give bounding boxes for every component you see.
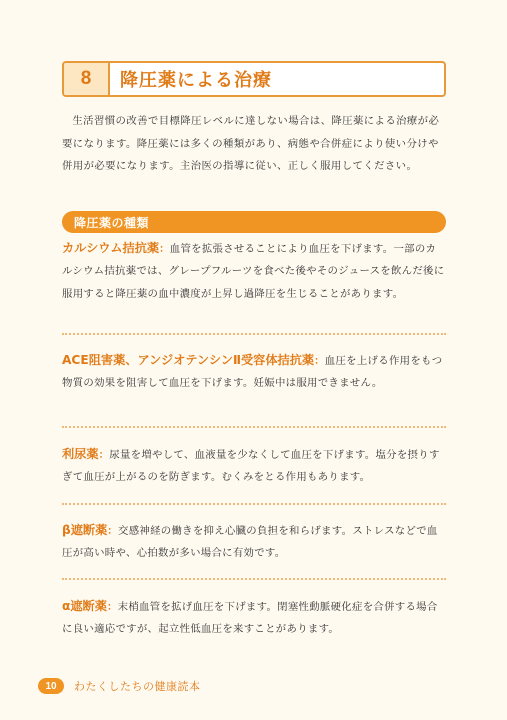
drug-description: 血管を拡張させることにより血圧を下げます。一部のカルシウム拮抗薬では、グレープフルーツを食べた後やそのジュースを飲んだ後に服用すると降圧薬の血中濃度が上昇し過降圧を生じることがあります。 (62, 243, 445, 300)
intro-paragraph: 生活習慣の改善で目標降圧レベルに達しない場合は、降圧薬による治療が必要になります。降圧薬には多くの種類があり、病態や合併症により使い分けや併用が必要になります。主治医の指導に従い、正しく服用してください。 (62, 115, 440, 173)
dotted-divider (62, 426, 446, 428)
drug-term: β遮断薬 (62, 523, 108, 537)
drug-entry-beta-blocker (62, 519, 446, 565)
dotted-divider (62, 503, 446, 505)
drug-description: 末梢血管を拡げ血圧を下げます。閉塞性動脈硬化症を合併する場合に良い適応ですが、起立性低血圧を来すことがあります。 (62, 601, 438, 636)
drug-term: カルシウム拮抗薬 (62, 241, 160, 255)
drug-entry-diuretic (62, 443, 446, 489)
chapter-title: 降圧薬による治療 (120, 70, 272, 91)
term-separator: ： (159, 243, 170, 255)
dotted-divider (62, 578, 446, 580)
drug-description: 交感神経の働きを抑え心臓の負担を和らげます。ストレスなどで血圧が高い時や、心拍数が多い場合に有効です。 (62, 525, 438, 560)
drug-entry-calcium (62, 237, 446, 305)
drug-term: ACE阻害薬、アンジオテンシンⅡ受容体拮抗薬 (62, 353, 315, 367)
chapter-header (62, 61, 446, 97)
page-footer (38, 677, 201, 695)
page-number-badge: 10 (38, 678, 64, 694)
drug-term: α遮断薬 (62, 599, 107, 613)
drug-description: 血圧を上げる作用をもつ物質の効果を阻害して血圧を下げます。妊娠中は服用できません。 (62, 355, 443, 390)
term-separator: ： (106, 601, 118, 613)
term-separator: ： (98, 449, 110, 461)
drug-description: 尿量を増やして、血液量を少なくして血圧を下げます。塩分を摂りすぎて血圧が上がるのを防ぎます。むくみをとる作用もあります。 (62, 449, 440, 484)
dotted-divider (62, 333, 446, 335)
term-separator: ： (314, 355, 325, 367)
book-title: わたくしたちの健康読本 (74, 680, 201, 693)
drug-term: 利尿薬 (62, 447, 99, 461)
drug-entry-ace-arb (62, 349, 446, 395)
section-heading: 降圧薬の種類 (62, 211, 446, 233)
drug-entry-alpha-blocker (62, 595, 446, 641)
chapter-number: 8 (64, 63, 110, 95)
term-separator: ： (107, 525, 118, 537)
